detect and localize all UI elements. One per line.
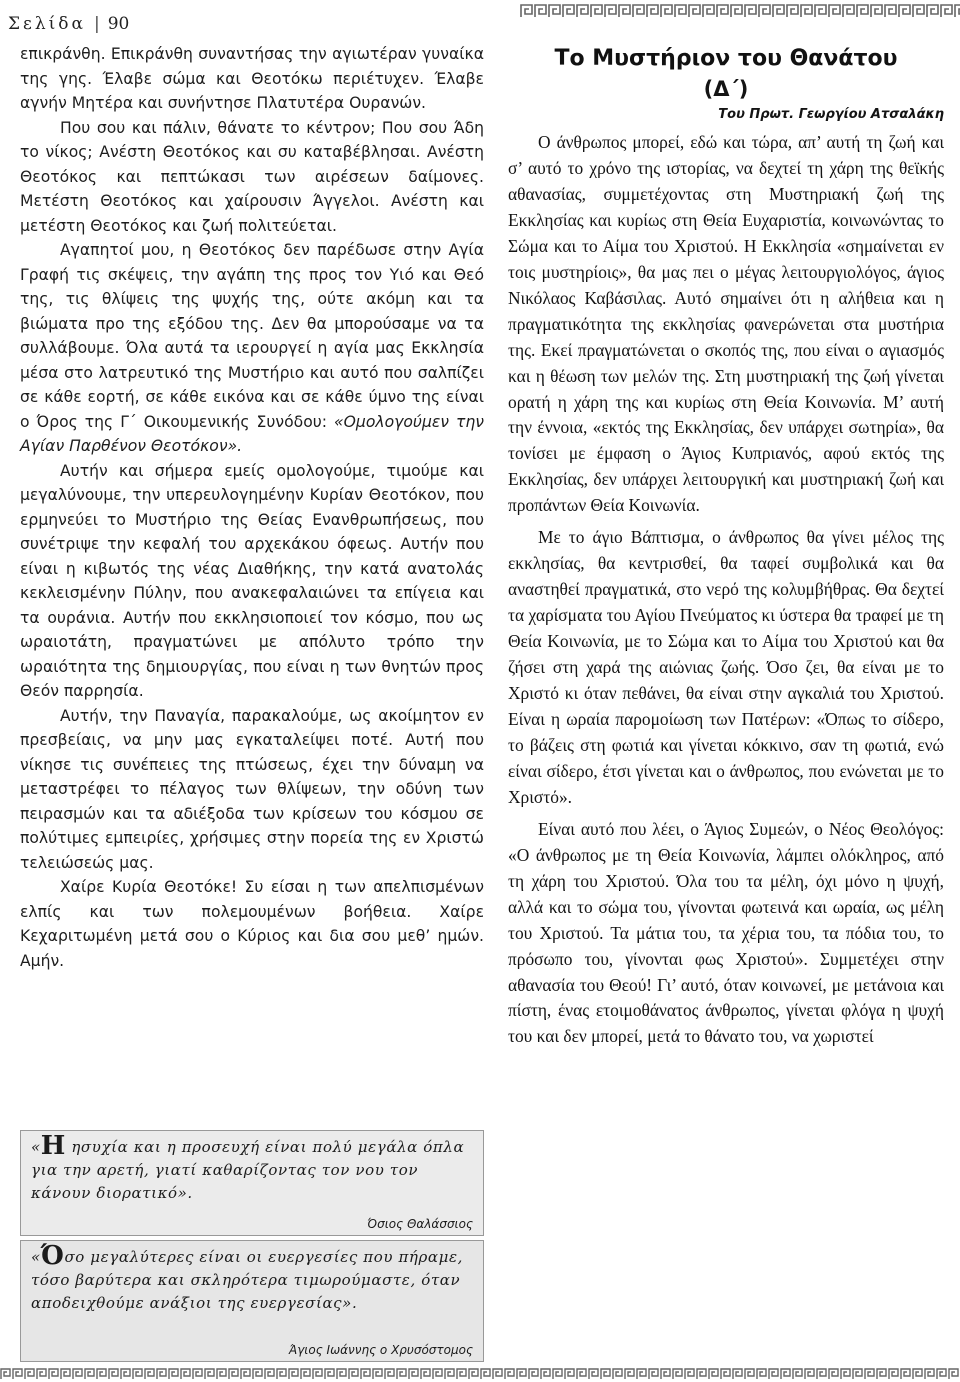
page-number: 90 <box>107 14 130 34</box>
drop-initial: Ό <box>40 1241 65 1272</box>
greek-meander-border-bottom <box>0 1368 960 1380</box>
quote-box <box>20 1240 484 1362</box>
left-paragraph: Αυτήν και σήμερα εμείς ομολογούμε, τιμούμε και μεγαλύνουμε, την υπερευλογημένην Κυρίαν Θεοτόκον, που ερμηνεύει το Μυστήριο της Θείας Ενανθρωπήσεως, που συνέτριψε την κεφαλή του αρχεκάκου όφεως. Αυτήν που είναι η κιβωτός της νέας Διαθήκης, την κατά ανατολάς κεκλεισμένην Πύλην, που ανακεφαλαιώνει τα επίγεια και τα ουράνια. Αυτήν που εκκλησιοποιεί τον κόσμο, που ως ωραιοτάτη, πραγματώνει με απόλυτο τρόπο την ωραιότητα της δημιουργίας, που είναι η των θνητών προς Θεόν παρρησία. <box>20 461 484 700</box>
right-column <box>508 44 944 1050</box>
left-paragraph: Που σου και πάλιν, θάνατε το κέντρον; Που σου Άδη το νίκος; Ανέστη Θεοτόκος και συ καταβέβλησαι. Ανέστη Θεοτόκος και πεπτώκασι των αιρέσεων δαίμονες. Μετέστη Θεοτόκος και χαίρουσιν Άγγελοι. Ανέστη και μετέστη Θεοτόκος και ζωή πολιτεύεται. <box>20 118 484 235</box>
article-author: Του Πρωτ. Γεωργίου Ατσαλάκη <box>718 107 944 122</box>
right-paragraph: Είναι αυτό που λέει, ο Άγιος Συμεών, ο Νέος Θεολόγος: «Ο άνθρωπος με τη Θεία Κοινωνία, λάμπει ολόκληρος, από τη χάρη του Χριστού. Όλα του τα μέλη, όχι μόνο η ψυχή, αλλά και το σώμα του, γίνονται φωτεινά και ωραία, ως μέλη του Χριστού. Τα μάτια του, τα χέρια του, τα πόδια του, το πρόσωπο του, γίνονται φως Χριστού». Συμμετέχει στην αθανασία του Θεού! Γι’ αυτό, όταν κοινωνεί, με μετάνοια και πίστη, ένας ετοιμοθάνατος άνθρωπος, γίνεται φλόγα η ψυχή του και δεν μπορεί, μετά το θάνατο του, να χωριστεί <box>508 818 944 1047</box>
article-title: Το Μυστήριον του Θανάτου <box>554 46 898 71</box>
page-label: Σελίδα <box>8 14 86 34</box>
article-part: (Δ΄) <box>703 77 749 101</box>
right-paragraph: Ο άνθρωπος μπορεί, εδώ και τώρα, απ’ αυτή τη ζωή και σ’ αυτό το χρόνο της ιστορίας, να δεχτεί τη χάρη της θεϊκής αθανασίας, συμμετέχοντας στη Μυστηριακή ζωή της Εκκλησίας και κυρίως στη Θεία Ευχαριστία, κοινωνώντας το Σώμα και το Αίμα του Χριστού. Η Εκκλησία «σημαίνεται εν τοις μυστηρίοις», θα μας πει ο μέγας λειτουργιολόγος, άγιος Νικόλαος Καβάσιλας. Αυτό σημαίνει ότι η αλήθεια και η πραγματικότητα της εκκλησίας φανερώνεται στα μυστήρια της. Εκεί πραγματώνεται ο σκοπός της, που είναι ο αγιασμός και η θέωση των μελών της. Στη μυστηριακή της ζωή γίνεται ορατή η χάρη της και κυρίως στη Θεία Κοινωνία. Μ’ αυτή την έννοια, «εκτός της Εκκλησίας, δεν υπάρχει σωτηρία», θα τονίσει με έμφαση ο Άγιος Κυπριανός, αφού εκτός της Εκκλησίας, δεν υπάρχει λειτουργική και μυστηριακή ζωή και προπάντων Θεία Κοινωνία. <box>508 132 944 516</box>
quote-text: «Όσο μεγαλύτερες είναι οι ευεργεσίες που πήραμε, τόσο βαρύτερα και σκληρότερα τιμωρούμαστε, όταν αποδειχθούμε ανάξιοι της ευεργεσίας». <box>31 1241 464 1313</box>
left-paragraph-text: Αγαπητοί μου, η Θεοτόκος δεν παρέδωσε στην Αγία Γραφή τις σκέψεις, την αγάπη της προς τον Υιό και Θεό της, τις θλίψεις της ψυχής της, ούτε ακόμη και τα βιώματα προ της εξόδου της. Δεν θα μπορούσαμε να τα συλλάβουμε. Όλα αυτά τα ιερουργεί η αγία μας Εκκλησία μέσα στο λατρευτικό της Μυστήριο και αυτό που σαλπίζει σε κάθε εορτή, σε κάθε εικόνα και σε κάθε ύμνο της είναι ο Όρος της Γ΄ Οικουμενικής Συνόδου: <box>20 241 484 431</box>
quote-attribution: Άγιος Ιωάννης ο Χρυσόστομος <box>288 1343 473 1357</box>
greek-meander-border-top <box>520 4 960 18</box>
synod-quote: «Ομολογούμεν την Αγίαν Παρθένον Θεοτόκον». <box>20 412 484 455</box>
left-paragraph: επικράνθη. Επικράνθη συναντήσας την αγιωτέραν γυναίκα της γης. Έλαβε σώμα και Θεοτόκω περιέτυχεν. Έλαβε αγνήν Μητέρα και συνήντησε Πλατυτέρα Ουρανών. <box>20 45 484 112</box>
left-paragraph: Χαίρε Κυρία Θεοτόκε! Συ είσαι η των απελπισμένων ελπίς και των πολεμουμένων βοήθεια. Χαίρε Κεχαριτωμένη μετά σου ο Κύριος και δια σου μεθ’ ημών. Αμήν. <box>20 878 484 970</box>
page-header <box>8 10 129 38</box>
quotes-area <box>20 1130 484 1362</box>
quote-text: «Η ησυχία και η προσευχή είναι πολύ μεγάλα όπλα για την αρετή, γιατί καθαρίζοντας τον νου τον κάνουν διορατικό». <box>31 1131 465 1202</box>
left-column <box>20 42 484 973</box>
right-paragraph: Με το άγιο Βάπτισμα, ο άνθρωπος θα γίνει μέλος της εκκλησίας, θα κεντρισθεί, θα ταφεί συμβολικά και θα αναστηθεί πραγματικά, στο νερό της κολυμβήθρας. Θα δεχτεί τα χαρίσματα του Αγίου Πνεύματος κι ύστερα θα τραφεί με τη Θεία Κοινωνία, με το Σώμα και το Αίμα του Χριστού και θα ζήσει στη χαρά της αιώνιας ζωής. Όσο ζει, θα είναι με το Χριστό κι όταν πεθάνει, θα είναι στην αγκαλιά του Χριστού. Είναι η ωραία παρομοίωση των Πατέρων: «Όπως το σίδερο, το βάζεις στη φωτιά και γίνεται κόκκινο, σαν τη φωτιά, ενώ είναι σίδερο, έτσι γίνεται και ο άνθρωπος, που ενώνεται με το Χριστό». <box>508 527 944 807</box>
quote-box <box>20 1130 484 1236</box>
left-paragraph: Αυτήν, την Παναγία, παρακαλούμε, ως ακοίμητον εν πρεσβείαις, να μην μας εγκαταλείψει ποτέ. Αυτή που νίκησε τις συνέπειες της πτώσεως, έχει την δύναμη να μεταστρέφει το πέλαγος των θλίψεων, την οδύνη των πειρασμών και τα αδιέξοδα των κρίσεων του κόσμου σε πολύτιμες εμπειρίες, χρήσιμες στην πορεία της εν Χριστώ τελειώσεώς μας. <box>20 706 484 872</box>
quote-attribution: Όσιος Θαλάσσιος <box>367 1217 473 1232</box>
header-separator: | <box>93 14 100 34</box>
drop-initial: Η <box>40 1131 66 1161</box>
left-paragraph <box>20 238 484 459</box>
